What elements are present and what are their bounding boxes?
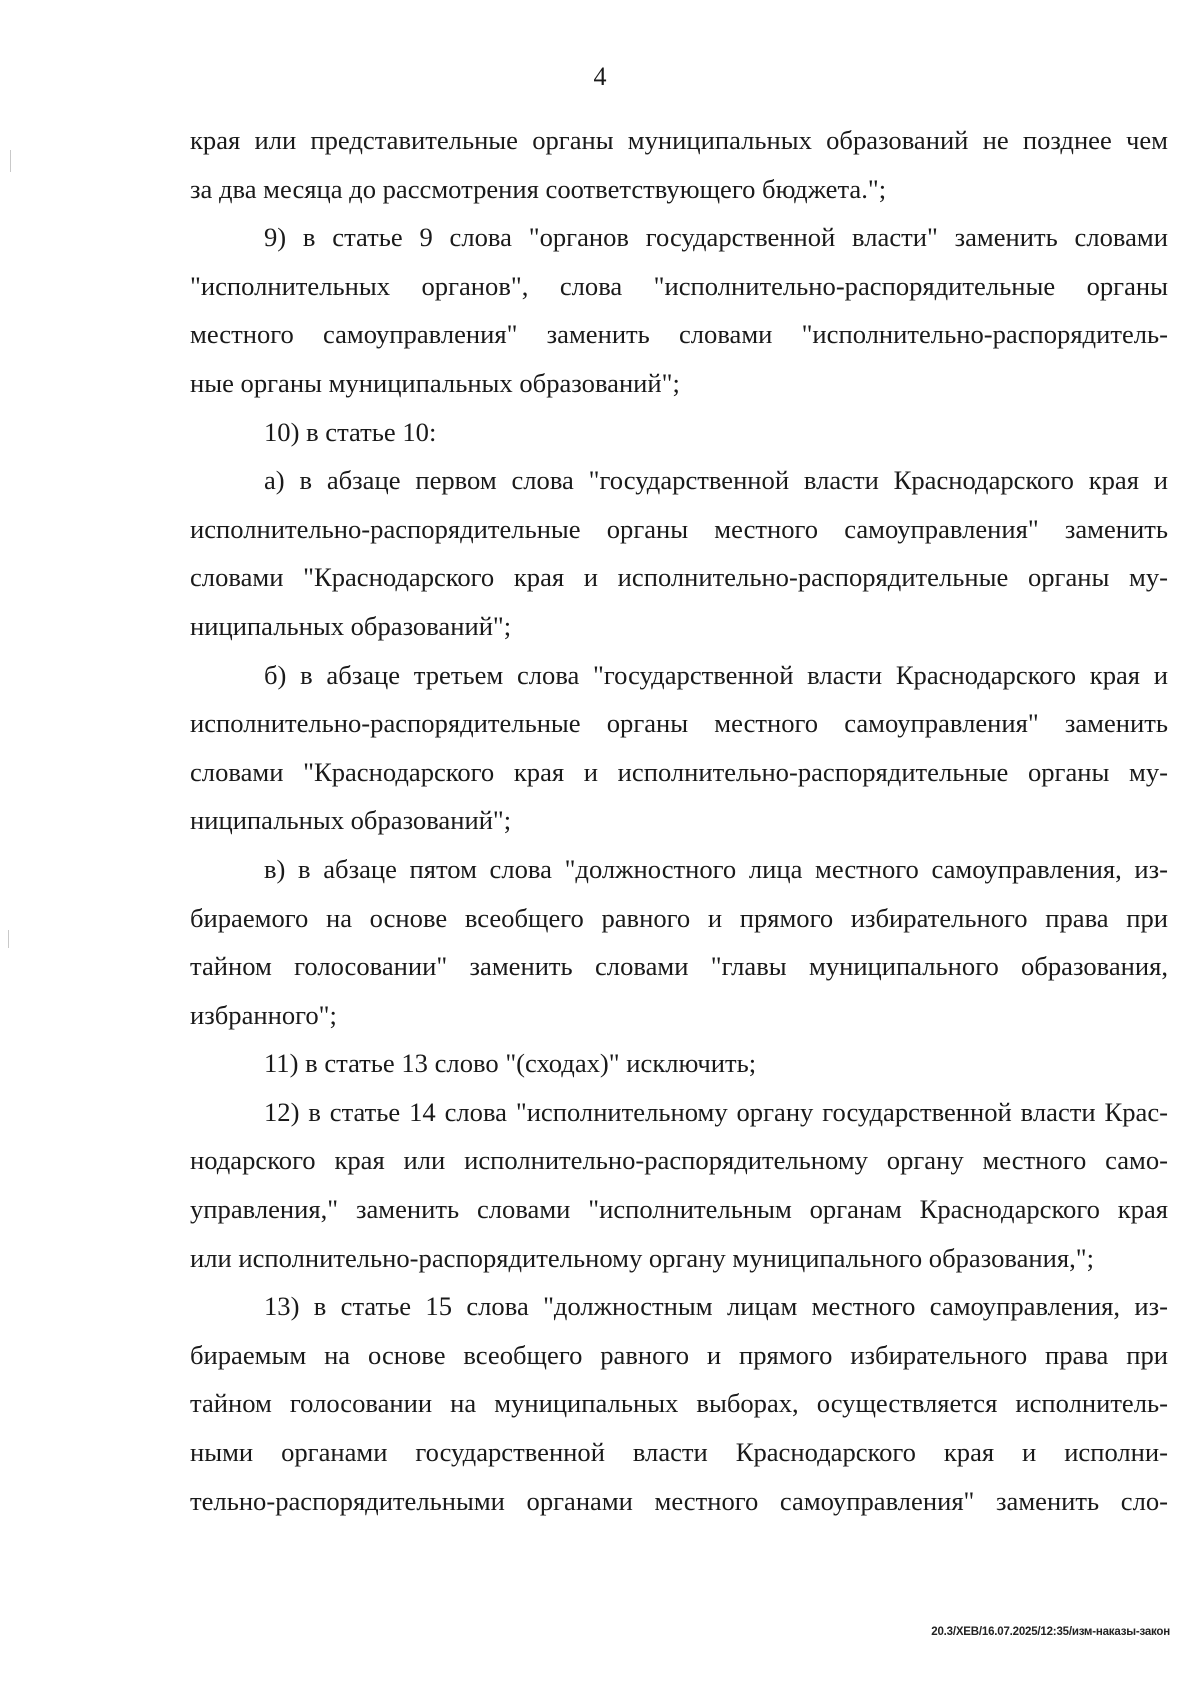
paragraph-subitem-b (190, 651, 1168, 845)
page-number: 4 (593, 62, 607, 91)
text-line: 13) в статье 15 слова "должностным лицам местного самоуправления, из- (264, 1291, 1168, 1322)
text-line: ниципальных образований"; (190, 805, 512, 836)
text-line: бираемым на основе всеобщего равного и прямого избирательного права при (190, 1339, 1168, 1370)
text-line: словами "Краснодарского края и исполнительно-распорядительные органы му- (190, 756, 1168, 787)
text-line: 10) в статье 10: (264, 416, 437, 447)
text-line: "исполнительных органов", слова "исполнительно-распорядительные органы (190, 270, 1168, 301)
text-line: тельно-распорядительными органами местного самоуправления" заменить сло- (190, 1485, 1168, 1516)
text-line: края или представительные органы муниципальных образований не позднее чем (190, 125, 1168, 155)
text-line: избранного"; (190, 999, 337, 1030)
text-line: б) в абзаце третьем слова "государственной власти Краснодарского края и (264, 659, 1168, 690)
text-line: в) в абзаце пятом слова "должностного лица местного самоуправления, из- (264, 853, 1168, 884)
paragraph-subitem-a (190, 456, 1168, 650)
text-line: 11) в статье 13 слово "(сходах)" исключить; (264, 1048, 757, 1079)
text-line: а) в абзаце первом слова "государственной власти Краснодарского края и (264, 465, 1168, 496)
scan-edge-mark-1 (10, 150, 11, 172)
paragraph-subitem-v (190, 845, 1168, 1039)
paragraph-item-12 (190, 1088, 1168, 1282)
text-line: управления," заменить словами "исполнительным органам Краснодарского края (190, 1194, 1168, 1225)
document-body (190, 116, 1168, 1525)
text-line: за два месяца до рассмотрения соответствующего бюджета."; (190, 173, 887, 204)
text-line: тайном голосовании на муниципальных выборах, осуществляется исполнитель- (190, 1388, 1168, 1419)
paragraph-item-10 (190, 408, 1168, 457)
text-line: тайном голосовании" заменить словами "главы муниципального образования, (190, 951, 1168, 982)
scan-edge-mark-2 (8, 930, 9, 948)
text-line: ниципальных образований"; (190, 610, 512, 641)
text-line: ными органами государственной власти Краснодарского края и исполни- (190, 1437, 1168, 1468)
document-footer-code: 20.3/ХЕВ/16.07.2025/12:35/изм-наказы-закон (931, 1626, 1170, 1638)
paragraph-continuation (190, 116, 1168, 213)
text-line: местного самоуправления" заменить словами "исполнительно-распорядитель- (190, 319, 1168, 350)
text-line: или исполнительно-распорядительному органу муниципального образования,"; (190, 1242, 1094, 1273)
text-line: 12) в статье 14 слова "исполнительному органу государственной власти Крас- (264, 1096, 1168, 1127)
text-line: бираемого на основе всеобщего равного и прямого избирательного права при (190, 902, 1168, 933)
text-line: исполнительно-распорядительные органы местного самоуправления" заменить (190, 513, 1168, 544)
text-line: нодарского края или исполнительно-распорядительному органу местного само- (190, 1145, 1168, 1176)
paragraph-item-9 (190, 213, 1168, 407)
text-line: ные органы муниципальных образований"; (190, 367, 680, 398)
paragraph-item-11 (190, 1039, 1168, 1088)
text-line: словами "Краснодарского края и исполнительно-распорядительные органы му- (190, 562, 1168, 593)
text-line: 9) в статье 9 слова "органов государственной власти" заменить словами (264, 222, 1168, 253)
paragraph-item-13 (190, 1282, 1168, 1525)
text-line: исполнительно-распорядительные органы местного самоуправления" заменить (190, 708, 1168, 739)
